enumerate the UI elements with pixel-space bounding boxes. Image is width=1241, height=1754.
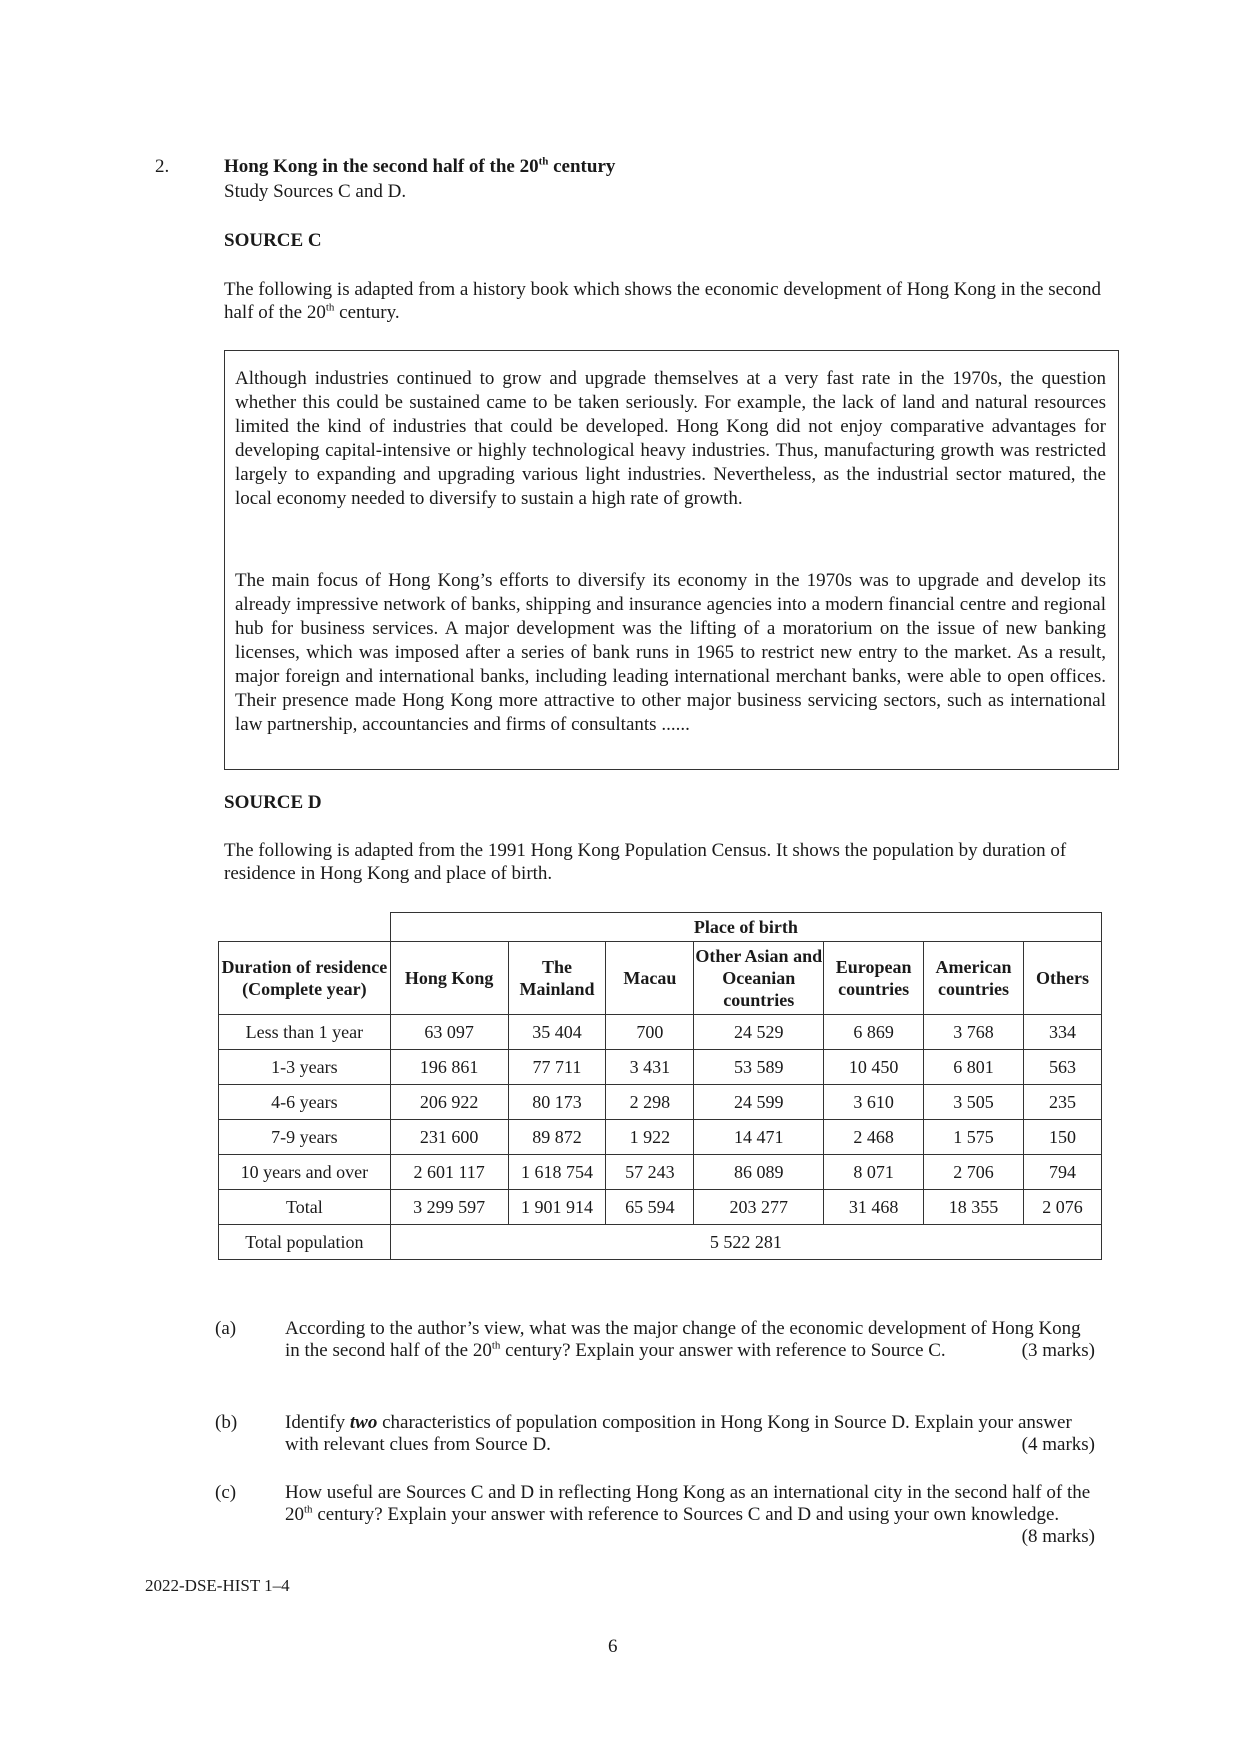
- source-d-intro: The following is adapted from the 1991 Hong Kong Population Census. It shows the population by duration of residence in Hong Kong and place of birth.: [224, 840, 1067, 884]
- table-cell: 334: [1024, 1015, 1102, 1050]
- source-c-paragraph-2: The main focus of Hong Kong’s efforts to diversify its economy in the 1970s was to upgrade and develop its already impressive network of banks, shipping and insurance agencies into a modern financial centre and regional hub for business services. A major development was the lifting of a moratorium on the issue of new banking licenses, which was imposed after a series of bank runs in 1965 to restrict new entry to the market. As a result, major foreign and international banks, including leading international merchant banks, were able to open offices. Their presence made Hong Kong more attractive to other major business servicing sectors, such as international law partnership, accountancies and firms of consultants ......: [235, 570, 1106, 735]
- row-label: 10 years and over: [219, 1155, 391, 1190]
- table-cell: 700: [606, 1015, 694, 1050]
- question-title: Hong Kong in the second half of the 20th century: [224, 155, 616, 177]
- source-c-heading: SOURCE C: [224, 230, 322, 251]
- table-cell: 196 861: [390, 1050, 508, 1085]
- column-header: Macau: [606, 942, 694, 1015]
- source-c-box: [224, 350, 1119, 770]
- table-cell: 2 298: [606, 1085, 694, 1120]
- total-population-value: 5 522 281: [390, 1225, 1101, 1260]
- table-cell: 1 922: [606, 1120, 694, 1155]
- row-label: 7-9 years: [219, 1120, 391, 1155]
- question-c-marks: (8 marks): [1021, 1526, 1095, 1547]
- table-cell: 35 404: [508, 1015, 606, 1050]
- table-cell: 2 706: [924, 1155, 1024, 1190]
- table-cell: 3 768: [924, 1015, 1024, 1050]
- column-header: Others: [1024, 942, 1102, 1015]
- table-cell: 10 450: [824, 1050, 924, 1085]
- table-cell: 150: [1024, 1120, 1102, 1155]
- question-c-label: (c): [215, 1482, 237, 1503]
- table-cell: 8 071: [824, 1155, 924, 1190]
- table-row: [219, 1085, 1102, 1120]
- question-c-text: How useful are Sources C and D in reflecting Hong Kong as an international city in the second half of the 20th century? Explain your answer with reference to Sources C and D and using your own knowledge. (8 marks): [285, 1482, 1095, 1547]
- table-row: [219, 1155, 1102, 1190]
- row-label: Total population: [219, 1225, 391, 1260]
- table-cell: 3 610: [824, 1085, 924, 1120]
- question-number: 2.: [155, 156, 170, 177]
- table-row-total: [219, 1190, 1102, 1225]
- table-cell: 2 601 117: [390, 1155, 508, 1190]
- row-label: Less than 1 year: [219, 1015, 391, 1050]
- table-cell: 57 243: [606, 1155, 694, 1190]
- question-a: [215, 1318, 1095, 1386]
- table-row-total-population: [219, 1225, 1102, 1260]
- column-header: Hong Kong: [390, 942, 508, 1015]
- table-cell: 89 872: [508, 1120, 606, 1155]
- table-cell: 794: [1024, 1155, 1102, 1190]
- table-cell: 80 173: [508, 1085, 606, 1120]
- table-cell: 3 431: [606, 1050, 694, 1085]
- question-subtitle: Study Sources C and D.: [224, 181, 407, 202]
- column-header: American countries: [924, 942, 1024, 1015]
- census-table: [218, 912, 1102, 1260]
- table-cell: 6 801: [924, 1050, 1024, 1085]
- column-header: Other Asian and Oceanian countries: [694, 942, 824, 1015]
- exam-code: 2022-DSE-HIST 1–4: [145, 1576, 290, 1595]
- source-c-paragraph-1: Although industries continued to grow and upgrade themselves at a very fast rate in the 1970s, the question whether this could be sustained came to be taken seriously. For example, the lack of land and natural resources limited the kind of industries that could be developed. Hong Kong did not enjoy comparative advantages for developing capital-intensive or highly technological heavy industries. Thus, manufacturing growth was restricted largely to expanding and upgrading various light industries. Nevertheless, as the industrial sector matured, the local economy needed to diversify to sustain a high rate of growth.: [235, 368, 1106, 509]
- table-cell: 203 277: [694, 1190, 824, 1225]
- table-cell: 65 594: [606, 1190, 694, 1225]
- table-row: [219, 1015, 1102, 1050]
- table-cell: 1 618 754: [508, 1155, 606, 1190]
- table-cell: 24 529: [694, 1015, 824, 1050]
- table-cell: 18 355: [924, 1190, 1024, 1225]
- place-of-birth-header: Place of birth: [390, 913, 1101, 942]
- question-b-text: Identify two characteristics of population composition in Hong Kong in Source D. Explain your answer with relevant clues from Source D. (4 marks): [285, 1412, 1095, 1455]
- table-cell: 77 711: [508, 1050, 606, 1085]
- row-label: 4-6 years: [219, 1085, 391, 1120]
- table-row: [219, 1120, 1102, 1155]
- table-cell: 1 901 914: [508, 1190, 606, 1225]
- column-header: European countries: [824, 942, 924, 1015]
- source-d-heading: SOURCE D: [224, 792, 322, 813]
- table-cell: 2 468: [824, 1120, 924, 1155]
- page-number: 6: [608, 1636, 618, 1657]
- table-cell: 31 468: [824, 1190, 924, 1225]
- question-b-marks: (4 marks): [1021, 1434, 1095, 1455]
- table-cell: 3 505: [924, 1085, 1024, 1120]
- table-cell: 14 471: [694, 1120, 824, 1155]
- question-c: [215, 1482, 1095, 1550]
- question-a-text: According to the author’s view, what was the major change of the economic development of Hong Kong in the second half of the 20th century? Explain your answer with reference to Source C. (3 marks): [285, 1318, 1095, 1361]
- table-corner: [219, 913, 391, 942]
- table-cell: 235: [1024, 1085, 1102, 1120]
- table-cell: 6 869: [824, 1015, 924, 1050]
- question-a-label: (a): [215, 1318, 237, 1339]
- question-b-label: (b): [215, 1412, 238, 1433]
- duration-header: Duration of residence (Complete year): [219, 942, 391, 1015]
- table-cell: 231 600: [390, 1120, 508, 1155]
- question-a-marks: (3 marks): [1021, 1340, 1095, 1361]
- table-cell: 2 076: [1024, 1190, 1102, 1225]
- question-b: [215, 1412, 1095, 1458]
- table-cell: 1 575: [924, 1120, 1024, 1155]
- table-cell: 3 299 597: [390, 1190, 508, 1225]
- column-header: The Mainland: [508, 942, 606, 1015]
- table-cell: 24 599: [694, 1085, 824, 1120]
- table-cell: 53 589: [694, 1050, 824, 1085]
- row-label: 1-3 years: [219, 1050, 391, 1085]
- source-c-intro: The following is adapted from a history book which shows the economic development of Hong Kong in the second half of the 20th century.: [224, 279, 1101, 323]
- table-row: [219, 1050, 1102, 1085]
- row-label: Total: [219, 1190, 391, 1225]
- table-cell: 63 097: [390, 1015, 508, 1050]
- table-cell: 563: [1024, 1050, 1102, 1085]
- table-cell: 206 922: [390, 1085, 508, 1120]
- table-cell: 86 089: [694, 1155, 824, 1190]
